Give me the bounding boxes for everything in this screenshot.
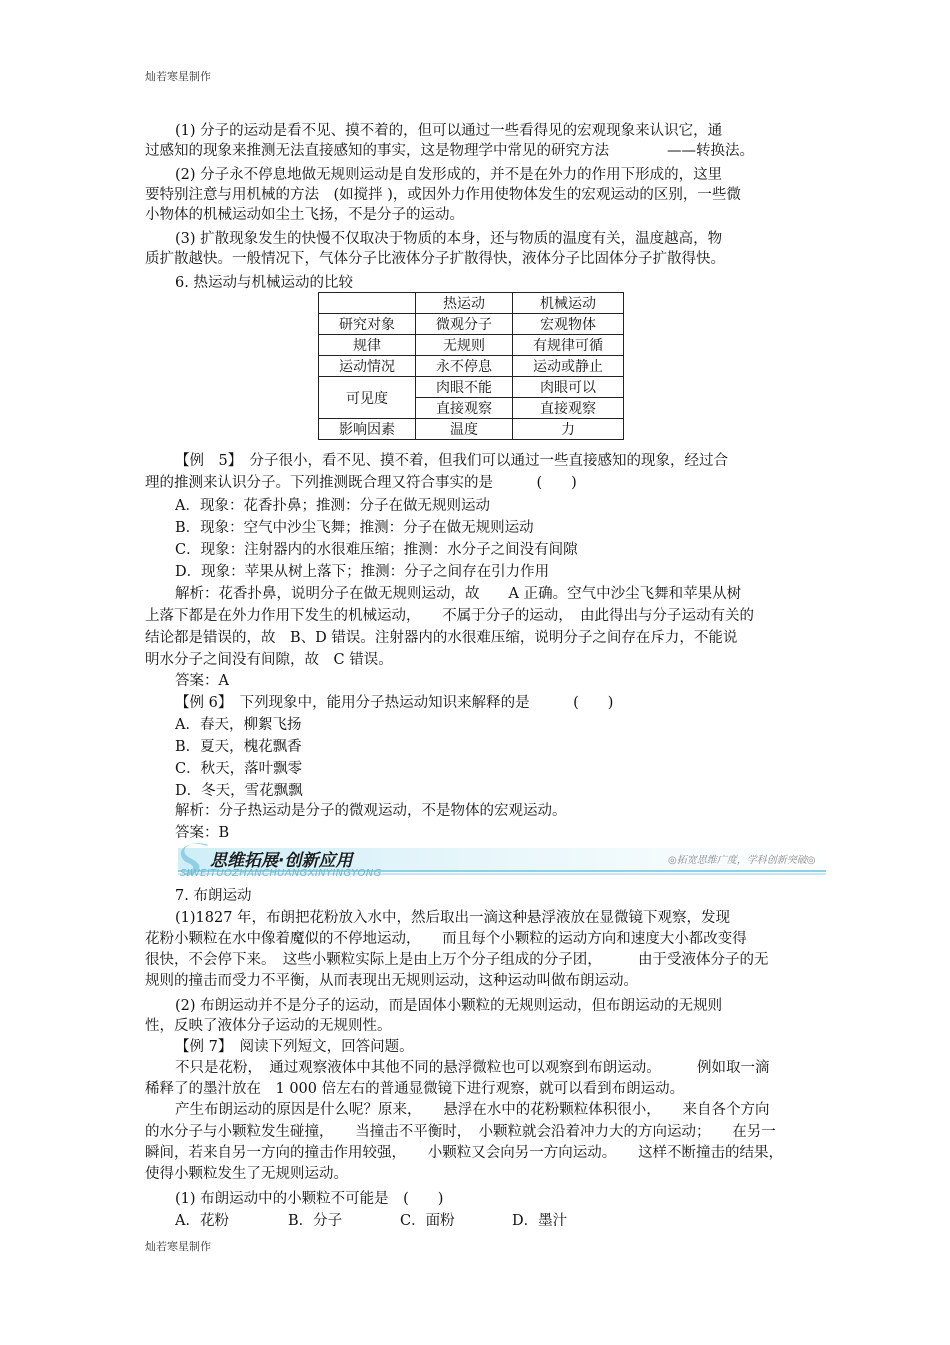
section-7-p1-line-2: 花粉小颗粒在水中像着魔似的不停地运动， 而且每个小颗粒的运动方向和速度大小都改变得 [145, 931, 747, 947]
table-cell: 微观分子 [416, 314, 513, 335]
table-cell: 影响因素 [319, 419, 416, 440]
example-5-analysis-line-1: 解析：花香扑鼻，说明分子在做无规则运动，故 A 正确。空气中沙尘飞舞和苹果从树 [175, 586, 742, 602]
example-5-analysis-line-2: 上落下都是在外力作用下发生的机械运动， 不属于分子的运动， 由此得出与分子运动有关的 [145, 608, 754, 624]
table-cell: 宏观物体 [513, 314, 624, 335]
table-row [319, 419, 624, 440]
example-6-option-c: C．秋天，落叶飘零 [175, 761, 303, 777]
section-7-p1-line-4: 规则的撞击而受力不平衡，从而表现出无规则运动，这种运动叫做布朗运动。 [145, 973, 638, 989]
note-1-line-1: (1) 分子的运动是看不见、摸不着的，但可以通过一些看得见的宏观现象来认识它，通 [175, 123, 723, 139]
table-cell: 力 [513, 419, 624, 440]
table-cell: 可见度 [319, 377, 416, 419]
section-7-title: 7. 布朗运动 [175, 888, 252, 904]
banner-title: 思维拓展·创新应用 [210, 851, 353, 871]
table-cell: 热运动 [416, 293, 513, 314]
example-6-analysis: 解析：分子热运动是分子的微观运动，不是物体的宏观运动。 [175, 803, 567, 819]
table-cell [319, 293, 416, 314]
example-6-option-b: B．夏天，槐花飘香 [175, 739, 302, 755]
example-6-stem: 【例 6】 下列现象中，能用分子热运动知识来解释的是 ( ) [175, 695, 614, 711]
page-header: 灿若寒星制作 [145, 70, 211, 83]
example-5-option-d: D．现象：苹果从树上落下；推测：分子之间存在引力作用 [175, 564, 550, 580]
table-cell: 有规律可循 [513, 335, 624, 356]
table-cell: 规律 [319, 335, 416, 356]
table-cell: 运动或静止 [513, 356, 624, 377]
example-5-option-c: C．现象：注射器内的水很难压缩；推测：水分子之间没有间隙 [175, 542, 578, 558]
table-cell: 直接观察 [513, 398, 624, 419]
table-cell: 运动情况 [319, 356, 416, 377]
note-3-line-1: (3) 扩散现象发生的快慢不仅取决于物质的本身，还与物质的温度有关，温度越高，物 [175, 231, 723, 247]
example-5-analysis-line-3: 结论都是错误的，故 B、D 错误。注射器内的水很难压缩，说明分子之间存在斥力，不能说 [145, 630, 738, 646]
example-7-para2-line-3: 瞬间，若来自另一方向的撞击作用较强， 小颗粒又会向另一方向运动。 这样不断撞击的结果， [145, 1145, 783, 1161]
section-6-title: 6. 热运动与机械运动的比较 [175, 275, 353, 291]
table-cell: 温度 [416, 419, 513, 440]
table-cell: 机械运动 [513, 293, 624, 314]
note-2-line-2: 要特别注意与用机械的方法 (如搅拌 )，或因外力作用使物体发生的宏观运动的区别，一些微 [145, 187, 741, 203]
table-row [319, 335, 624, 356]
section-7-p1-line-3: 很快，不会停下来。 这些小颗粒实际上是由上万个分子组成的分子团， 由于受液体分子的无 [145, 952, 769, 968]
table-row [319, 293, 624, 314]
example-5-option-b: B．现象：空气中沙尘飞舞；推测：分子在做无规则运动 [175, 520, 534, 536]
section-7-p2-line-1: (2) 布朗运动并不是分子的运动，而是固体小颗粒的无规则运动，但布朗运动的无规则 [175, 998, 723, 1014]
table-row [319, 377, 624, 398]
table-cell: 永不停息 [416, 356, 513, 377]
example-7-choice-d: D．墨汁 [512, 1213, 568, 1229]
section-7-p2-line-2: 性，反映了液体分子运动的无规则性。 [145, 1018, 392, 1034]
banner-pinyin: SIWEITUOZHANCHUANGXINYINGYONG [180, 868, 382, 879]
example-5-option-a: A．现象：花香扑鼻；推测：分子在做无规则运动 [175, 498, 490, 514]
note-2-line-1: (2) 分子永不停息地做无规则运动是自发形成的，并不是在外力的作用下形成的，这里 [175, 167, 723, 183]
example-6-option-a: A．春天，柳絮飞扬 [175, 717, 302, 733]
example-7-para2-line-1: 产生布朗运动的原因是什么呢？原来， 悬浮在水中的花粉颗粒体积很小， 来自各个方向 [175, 1102, 770, 1118]
table-cell: 研究对象 [319, 314, 416, 335]
section-7-p1-line-1: (1)1827 年，布朗把花粉放入水中，然后取出一滴这种悬浮液放在显微镜下观察，发现 [175, 910, 731, 926]
example-5-stem-line-2: 理的推测来认识分子。下列推测既合理又符合事实的是 ( ) [145, 475, 577, 491]
example-7-choice-a: A．花粉 [175, 1213, 229, 1229]
comparison-table [318, 292, 624, 440]
example-5-answer: 答案：A [175, 673, 229, 689]
example-7-para2-line-2: 的水分子与小颗粒发生碰撞， 当撞击不平衡时， 小颗粒就会沿着冲力大的方向运动； 在另一 [145, 1124, 776, 1140]
table-cell: 肉眼不能 [416, 377, 513, 398]
banner-subtitle: ◎拓宽思维广度，学科创新突破◎ [668, 855, 816, 866]
note-3-line-2: 质扩散越快。一般情况下，气体分子比液体分子扩散得快，液体分子比固体分子扩散得快。 [145, 251, 725, 267]
note-1-line-2: 过感知的现象来推测无法直接感知的事实，这是物理学中常见的研究方法 ——转换法。 [145, 143, 754, 159]
example-7-para1-line-2: 稀释了的墨汁放在 1 000 倍左右的普通显微镜下进行观察，就可以看到布朗运动。 [145, 1081, 685, 1097]
example-6-answer: 答案：B [175, 825, 230, 841]
example-6-option-d: D．冬天，雪花飘飘 [175, 783, 303, 799]
example-7-stem: 【例 7】 阅读下列短文，回答问题。 [175, 1039, 414, 1055]
table-row [319, 356, 624, 377]
example-5-stem-line-1: 【例 5】 分子很小，看不见、摸不着，但我们可以通过一些直接感知的现象，经过合 [175, 453, 728, 469]
table-cell: 肉眼可以 [513, 377, 624, 398]
example-7-question: (1) 布朗运动中的小颗粒不可能是 ( ) [175, 1191, 444, 1207]
note-2-line-3: 小物体的机械运动如尘土飞扬，不是分子的运动。 [145, 207, 464, 223]
example-7-para2-line-4: 使得小颗粒发生了无规则运动。 [145, 1166, 348, 1182]
table-cell: 直接观察 [416, 398, 513, 419]
example-7-para1-line-1: 不只是花粉， 通过观察液体中其他不同的悬浮微粒也可以观察到布朗运动。 例如取一滴 [175, 1060, 770, 1076]
table-row [319, 314, 624, 335]
example-7-choice-b: B．分子 [288, 1213, 343, 1229]
table-cell: 无规则 [416, 335, 513, 356]
page-footer: 灿若寒星制作 [145, 1240, 211, 1253]
example-5-analysis-line-4: 明水分子之间没有间隙，故 C 错误。 [145, 652, 393, 668]
example-7-choice-c: C．面粉 [400, 1213, 455, 1229]
